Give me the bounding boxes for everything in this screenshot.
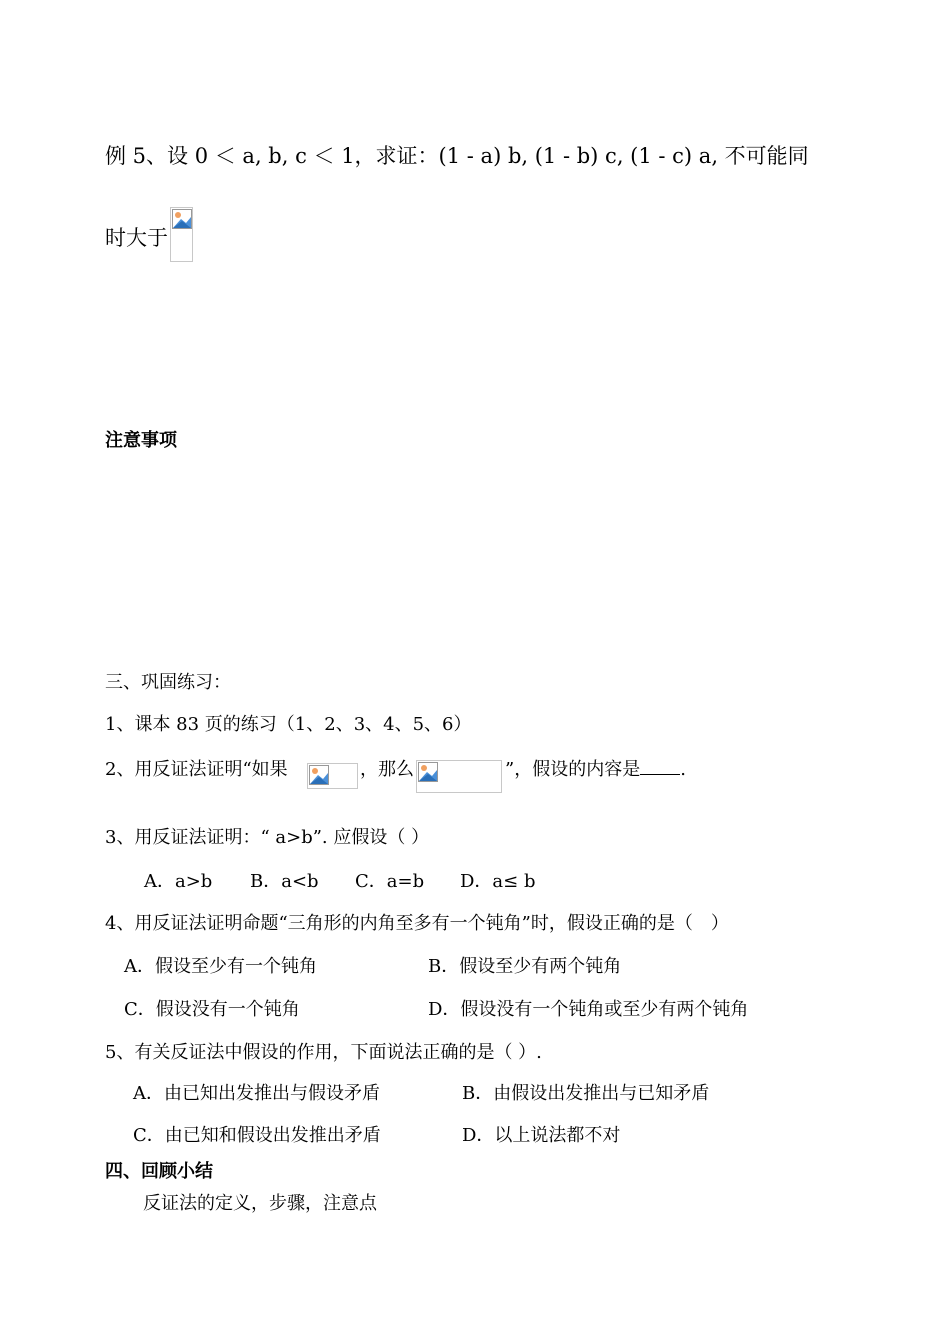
example5-line1: 例 5、设 0 ＜ a, b, c ＜ 1，求证：(1 - a) b, (1 - b) c, (1 - c) a, 不可能同: [105, 144, 809, 168]
section4-title: 四、回顾小结: [105, 1161, 213, 1182]
section3-title: 三、巩固练习：: [105, 672, 231, 693]
question-3: 3、用反证法证明：“ a>b”. 应假设（ ）: [105, 827, 430, 848]
formula-image-placeholder: [416, 760, 502, 793]
formula-image-placeholder: [170, 207, 193, 262]
broken-image-icon: [309, 765, 329, 785]
q5-option-c: C．由已知和假设出发推出矛盾: [133, 1125, 381, 1146]
q3-option-d: D．a≤ b: [460, 871, 536, 892]
broken-image-icon: [172, 209, 192, 229]
section4-text: 反证法的定义，步骤，注意点: [143, 1193, 377, 1214]
example5-line2: 时大于: [105, 226, 168, 250]
q3-option-b: B．a<b: [250, 871, 319, 892]
question-2-prefix: 2、用反证法证明“如果: [105, 759, 288, 780]
q3-option-c: C．a=b: [355, 871, 425, 892]
question-2-suffix-text: ”，假设的内容是: [505, 759, 641, 780]
question-5: 5、有关反证法中假设的作用，下面说法正确的是（ ）.: [105, 1042, 542, 1063]
question-1: 1、课本 83 页的练习（1、2、3、4、5、6）: [105, 714, 472, 735]
question-4: 4、用反证法证明命题“三角形的内角至多有一个钝角”时，假设正确的是（ ）: [105, 913, 729, 934]
q4-option-b: B．假设至少有两个钝角: [428, 956, 622, 977]
q4-option-c: C．假设没有一个钝角: [124, 999, 300, 1020]
q5-option-b: B．由假设出发推出与已知矛盾: [462, 1083, 710, 1104]
answer-blank: [640, 758, 680, 775]
q3-option-a: A．a>b: [144, 871, 213, 892]
q4-option-d: D．假设没有一个钝角或至少有两个钝角: [428, 999, 749, 1020]
question-2-middle: ，那么: [360, 759, 414, 780]
question-2-end: .: [680, 759, 686, 780]
formula-image-placeholder: [307, 763, 358, 789]
question-2-suffix: [505, 755, 686, 781]
q5-option-d: D．以上说法都不对: [462, 1125, 621, 1146]
notes-heading: 注意事项: [105, 430, 177, 451]
broken-image-icon: [418, 762, 438, 782]
q4-option-a: A．假设至少有一个钝角: [124, 956, 317, 977]
q5-option-a: A．由已知出发推出与假设矛盾: [133, 1083, 380, 1104]
